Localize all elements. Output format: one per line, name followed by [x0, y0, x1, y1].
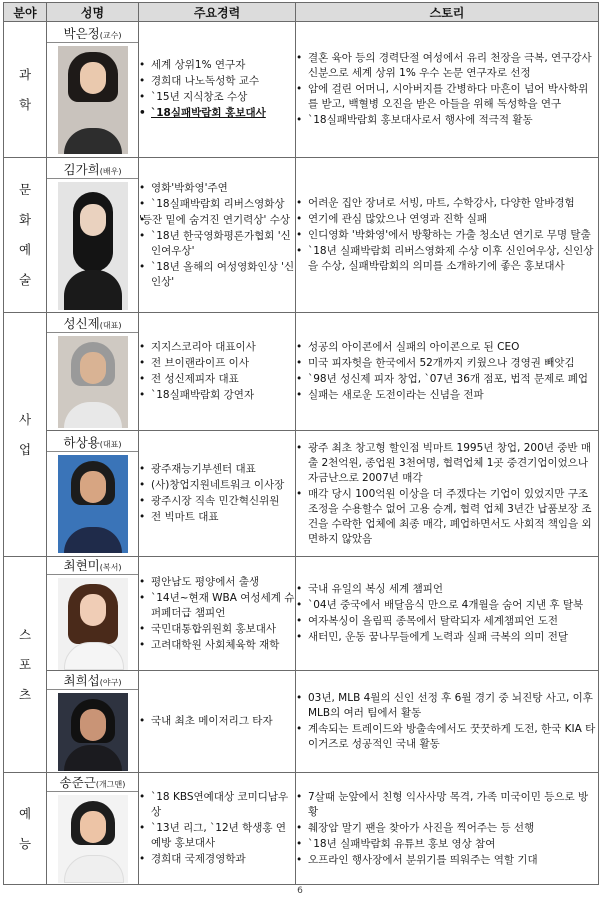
list-item: • 고려대학원 사회체육학 재학 [139, 638, 295, 653]
list-item: • 세계 상위1% 연구자 [139, 58, 295, 73]
field-entertainment: 예 능 [4, 773, 47, 885]
field-business: 사 업 [4, 313, 47, 557]
person-photo [58, 795, 128, 883]
person-photo [58, 455, 128, 553]
career-cell [139, 22, 296, 158]
header-career: 주요경력 [139, 3, 296, 22]
person-name: 박은정(교수) [47, 25, 138, 43]
table-row [4, 313, 599, 431]
person-cell [47, 313, 139, 431]
story-cell [296, 557, 599, 671]
list-item: • 경희대 나노독성학 교수 [139, 74, 295, 89]
list-item: • 실패는 새로운 도전이라는 신념을 전파 [296, 388, 598, 403]
list-item: • 매각 당시 100억원 이상을 더 주겠다는 기업이 있었지만 구조조정을 수용할수 없어 고용 승계, 협력 업체 3년간 납품보장 조건을 수락한 업체에 최종 매각, 폐업하면서도 사회적 책임을 외면하지 않았음 [296, 487, 598, 547]
table-row [4, 22, 599, 158]
person-photo [58, 46, 128, 154]
list-item: • 계속되는 트레이드와 방출속에서도 꿋꿋하게 도전, 한국 KIA 타이거즈로 성공적인 국내 활동 [296, 722, 598, 752]
field-sports: 스 포 츠 [4, 557, 47, 773]
field-science: 과 학 [4, 22, 47, 158]
list-item: • 광주 최초 창고형 할인점 빅마트 1995년 창업, 200년 중반 매출 2천억원, 종업원 3천여명, 협력업체 1곳 중견기업이었으나 자금난으로 2007년 매각 [296, 441, 598, 486]
career-cell [139, 773, 296, 885]
table-row [4, 158, 599, 313]
list-item: • 경희대 국제경영학과 [139, 852, 295, 867]
list-item: • `18실패박람회 강연자 [139, 388, 295, 403]
list-item: • 오프라인 행사장에서 분위기를 띄워주는 역할 기대 [296, 853, 598, 868]
person-name: 최현미(복서) [47, 557, 138, 575]
list-item: • 인디영화 '박화영'에서 방황하는 가출 청소년 연기로 무명 탈출 [296, 228, 598, 243]
list-item: • 미국 피자헛을 한국에서 52개까지 키웠으나 경영권 빼앗김 [296, 356, 598, 371]
person-cell [47, 431, 139, 557]
list-item: • 광주재능기부센터 대표 [139, 462, 295, 477]
list-item: • 연기에 관심 많았으나 연영과 진학 실패 [296, 212, 598, 227]
person-cell [47, 22, 139, 158]
story-cell [296, 431, 599, 557]
list-item: • `04년 중국에서 배달음식 만으로 4개월을 숨어 지낸 후 탈북 [296, 598, 598, 613]
career-cell [139, 671, 296, 773]
list-item: • 성공의 아이콘에서 실패의 아이콘으로 된 CEO [296, 340, 598, 355]
list-item: • `98년 성신제 피자 창업, `07년 36개 점포, 법적 문제로 폐업 [296, 372, 598, 387]
person-name: 김가희(배우) [47, 161, 138, 179]
list-item: • 평안남도 평양에서 출생 [139, 575, 295, 590]
table-row [4, 773, 599, 885]
list-item: • `18실패박람회 리버스영화상 [139, 197, 295, 212]
career-cell [139, 557, 296, 671]
header-row [4, 3, 599, 22]
person-name: 송준근(개그맨) [47, 774, 138, 792]
list-item: • 국내 유일의 복싱 세계 챔피언 [296, 582, 598, 597]
list-item: • `18년 올해의 여성영화인상 '신인상' [139, 260, 295, 290]
list-item: • `14년~현재 WBA 여성세계 슈퍼페더급 챔피언 [139, 591, 295, 621]
list-item: • 전 브이랜라이프 이사 [139, 356, 295, 371]
person-photo [58, 336, 128, 428]
list-item: • 암에 걸린 어머니, 시아버지를 간병하다 마흔이 넘어 박사학위를 받고, 백혈병 오진을 받은 아들을 위해 독성학을 연구 [296, 82, 598, 112]
story-cell [296, 313, 599, 431]
list-item: • 영화'박화영'주연 [139, 181, 295, 196]
list-item: • 03년, MLB 4월의 신인 선정 후 6월 경기 중 뇌진탕 사고, 이후 MLB의 여러 팀에서 활동 [296, 691, 598, 721]
list-item: • 새터민, 운동 꿈나무들에게 노력과 실패 극복의 의미 전달 [296, 630, 598, 645]
people-table [3, 2, 599, 885]
career-cell [139, 313, 296, 431]
career-cell [139, 158, 296, 313]
career-cell [139, 431, 296, 557]
person-photo [58, 182, 128, 310]
list-item: • '등잔 밑에 숨겨진 연기력상' 수상 [139, 213, 295, 228]
list-item: • 어려운 집안 장녀로 서빙, 마트, 수학강사, 다양한 알바경험 [296, 196, 598, 211]
table-row [4, 557, 599, 671]
list-item: • 전 성신제피자 대표 [139, 372, 295, 387]
list-item: • 광주시장 직속 민간혁신위원 [139, 494, 295, 509]
person-cell [47, 557, 139, 671]
list-item: • `18년 실패박람회 리버스영화제 수상 이후 신인여우상, 신인상을 수상, 실패박람회의 의미를 소개하기에 좋은 홍보대사 [296, 244, 598, 274]
list-item: • `18년 한국영화평론가협회 '신인여우상' [139, 229, 295, 259]
list-item: • `18실패박람회 홍보대사로서 행사에 적극적 활동 [296, 113, 598, 128]
list-item: • `15년 지식창조 수상 [139, 90, 295, 105]
list-item: • 결혼 육아 등의 경력단절 여성에서 유리 천장을 극복, 연구강사 신분으로 세계 상위 1% 우수 논문 연구자로 선정 [296, 51, 598, 81]
person-cell [47, 671, 139, 773]
list-item: • 췌장암 말기 팬을 찾아가 사진을 찍어주는 등 선행 [296, 821, 598, 836]
person-name: 최희섭(야구) [47, 672, 138, 690]
story-cell [296, 22, 599, 158]
header-story: 스토리 [296, 3, 599, 22]
list-item: • 여자복싱이 올림픽 종목에서 탈락되자 세계챔피언 도전 [296, 614, 598, 629]
person-photo [58, 693, 128, 771]
list-item: • `18 KBS연예대상 코미디남우상 [139, 790, 295, 820]
list-item: • `13년 리그, `12년 학생홍 연예방 홍보대사 [139, 821, 295, 851]
story-cell [296, 773, 599, 885]
table-row [4, 671, 599, 773]
person-name: 성신제(대표) [47, 315, 138, 333]
page-number: 6 [297, 886, 303, 896]
list-item: • 7살때 눈앞에서 친형 익사사망 목격, 가족 미국이민 등으로 방황 [296, 790, 598, 820]
person-cell [47, 773, 139, 885]
table-row [4, 431, 599, 557]
list-item: • `18년 실패박람회 유튜브 홍보 영상 참여 [296, 837, 598, 852]
list-item: • 국내 최초 메이저리그 타자 [139, 714, 295, 729]
header-name: 성명 [47, 3, 139, 22]
list-item: • `18실패박람회 홍보대사 [139, 106, 295, 121]
story-cell [296, 158, 599, 313]
list-item: • (사)창업지원네트워크 이사장 [139, 478, 295, 493]
story-cell [296, 671, 599, 773]
list-item: • 전 빅마트 대표 [139, 510, 295, 525]
person-name: 하상용(대표) [47, 434, 138, 452]
field-culture: 문 화 예 술 [4, 158, 47, 313]
header-field: 분야 [4, 3, 47, 22]
list-item: • 지지스코리아 대표이사 [139, 340, 295, 355]
person-cell [47, 158, 139, 313]
person-photo [58, 578, 128, 670]
list-item: • 국민대통합위원회 홍보대사 [139, 622, 295, 637]
